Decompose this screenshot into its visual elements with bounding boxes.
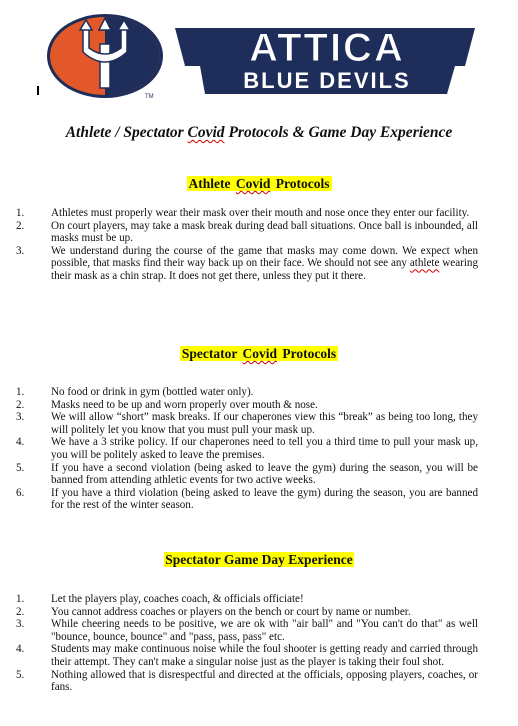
game-day-heading: Spectator Game Day Experience bbox=[165, 552, 353, 567]
list-item: 1. Let the players play, coaches coach, & officials officiate! bbox=[16, 593, 304, 605]
attica-blue-devils-logo bbox=[45, 8, 485, 104]
trademark-mark: TM bbox=[145, 94, 154, 100]
wordmark-top: ATTICA bbox=[249, 26, 405, 70]
list-item: 2. On court players, may take a mask break during dead ball situations. Once ball is inbounded, all masks must be up. bbox=[16, 219, 478, 245]
athlete-protocols-list bbox=[0, 207, 518, 283]
text-cursor bbox=[37, 86, 39, 95]
list-item: 1. No food or drink in gym (bottled water only). bbox=[16, 386, 254, 398]
list-item: 3. We will allow “short” mask breaks. If our chaperones view this “break” as being too long, they will politely let you know that you must pull your mask up. bbox=[16, 411, 478, 436]
list-item: 3. While cheering needs to be positive, we are ok with "air ball" and "You can't do that" as well "bounce, bounce, bounce" and "pass, pass, pass" etc. bbox=[16, 618, 478, 643]
list-item: 1. Athletes must properly wear their mask over their mouth and nose once they enter our facility. bbox=[16, 207, 470, 219]
list-item: 4. Students may make continuous noise while the foul shooter is getting ready and carried through their attempt. They can't make a singular noise just as the player is taking their foul shot. bbox=[16, 643, 478, 668]
game-day-list bbox=[0, 593, 518, 694]
athlete-protocols-heading: Athlete Covid Protocols bbox=[188, 176, 330, 191]
list-item: 5. Nothing allowed that is disrespectful and directed at the officials, opposing players, coaches, or fans. bbox=[16, 668, 478, 694]
spectator-protocols-heading: Spectator Covid Protocols bbox=[181, 346, 337, 361]
wordmark-bottom: BLUE DEVILS bbox=[243, 68, 411, 93]
list-item: 5. If you have a second violation (being asked to leave the gym) during the season, you will be banned from attending athletic events for two active weeks. bbox=[16, 461, 478, 487]
document-title: Athlete / Spectator Covid Protocols & Game Day Experience bbox=[65, 124, 453, 141]
list-item: 4. We have a 3 strike policy. If our chaperones need to tell you a third time to pull your mask up, you will be politely asked to leave the premises. bbox=[16, 436, 478, 461]
list-item: 2. You cannot address coaches or players on the bench or court by name or number. bbox=[16, 605, 411, 618]
list-item: 6. If you have a third violation (being asked to leave the gym) during the season, you are banned for the rest of the winter season. bbox=[16, 486, 478, 512]
list-item: 3. We understand during the course of the game that masks may come down. We expect when possible, that masks find their way back up on their face. We should not see any athlete wearing their mask as a chin strap. It does not get there, unless they put it there. bbox=[16, 244, 478, 282]
spectator-protocols-list bbox=[0, 386, 518, 512]
list-item: 2. Masks need to be up and worn properly over mouth & nose. bbox=[16, 398, 318, 411]
